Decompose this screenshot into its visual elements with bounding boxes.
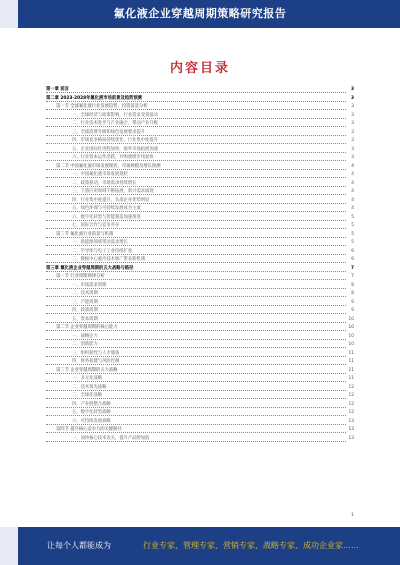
toc-entry-page: 3 <box>350 129 354 138</box>
toc-entry-page: 10 <box>348 341 354 350</box>
page-number: 1 <box>351 513 354 518</box>
toc-entry-text: 五、数字化转型战略 <box>72 410 111 415</box>
toc-entry-text: 一、加快核心技术攻关，提升产品附加值 <box>72 435 150 441</box>
toc-entry-page: 4 <box>350 163 354 172</box>
toc-entry-page: 11 <box>348 367 354 376</box>
toc-entry-page: 4 <box>350 180 354 189</box>
toc-entry-text: 三、组织韧性与人才储备 <box>72 350 120 356</box>
toc-entry-text: 四、行业集中度提升，头部企业优势明显 <box>72 197 150 203</box>
footer-bar <box>0 527 400 565</box>
toc-entry-page: 3 <box>350 86 354 95</box>
toc-entry-text: 三、全球消费升级和绿色发展要求提升 <box>72 129 146 135</box>
toc-leader-dots <box>46 86 346 93</box>
toc-entry-page: 5 <box>350 222 354 231</box>
toc-entry-page: 7 <box>350 273 354 282</box>
toc-entry-page: 6 <box>350 248 354 257</box>
toc-entry[interactable] <box>46 367 354 376</box>
toc-entry-text: 二、创新能力 <box>72 342 98 347</box>
toc-entry-page: 11 <box>348 350 354 359</box>
toc-entry-page: 13 <box>348 435 354 444</box>
toc-entry-page: 10 <box>348 333 354 342</box>
toc-entry-page: 8 <box>350 282 354 291</box>
toc-entry[interactable] <box>46 401 354 410</box>
toc-entry-page: 7 <box>350 265 354 274</box>
toc-entry-page: 4 <box>350 197 354 206</box>
toc-entry-text: 四、政策周期 <box>72 308 98 313</box>
toc-entry-page: 13 <box>348 418 354 427</box>
toc-entry[interactable] <box>46 154 354 163</box>
toc-entry-page: 8 <box>350 290 354 299</box>
toc-entry-text: 第一章 前言 <box>46 87 69 92</box>
toc-title: 内容目录 <box>169 61 230 76</box>
toc-entry[interactable] <box>46 222 354 231</box>
toc-entry[interactable] <box>46 358 354 367</box>
toc-entry-text: 四、产业链整合战略 <box>72 401 111 407</box>
toc-entry-page: 3 <box>350 154 354 163</box>
toc-entry-text: 六、数字化转型与智能制造加速推进 <box>72 214 141 220</box>
toc-entry-text: 第三节 氟化液行业前景与机遇 <box>56 231 114 237</box>
toc-entry-page: 4 <box>350 171 354 180</box>
toc-entry[interactable] <box>46 95 354 104</box>
toc-entry[interactable] <box>46 333 354 342</box>
toc-entry[interactable] <box>46 129 354 138</box>
toc-entry[interactable] <box>46 384 354 393</box>
toc-entry[interactable] <box>46 248 354 257</box>
toc-entry[interactable] <box>46 282 354 291</box>
toc-entry-page: 9 <box>350 307 354 316</box>
toc-entry[interactable] <box>46 341 354 350</box>
toc-entry-page: 9 <box>350 299 354 308</box>
toc-entry-page: 12 <box>348 392 354 401</box>
toc-entry-page: 5 <box>350 214 354 223</box>
toc-entry-page: 11 <box>348 375 354 384</box>
toc-entry-page: 3 <box>350 95 354 104</box>
toc-entry-text: 四、财务稳健与风险控制 <box>72 359 120 364</box>
toc-entry-text: 二、技术领先战略 <box>72 384 107 390</box>
toc-entry-text: 二、行业技术进步与产业融合，带动产业升级 <box>72 121 158 126</box>
toc-entry-text: 三、产能周期 <box>72 299 98 305</box>
toc-entry[interactable] <box>46 290 354 299</box>
footer-left-tab <box>0 527 18 565</box>
toc-entry[interactable] <box>46 265 354 274</box>
toc-entry[interactable] <box>46 239 354 248</box>
toc-entry-page: 5 <box>350 231 354 240</box>
toc-entry-page: 3 <box>350 137 354 146</box>
toc-entry-text: 第一节 行业周期规律分析 <box>56 274 105 279</box>
toc-entry-text: 第二章 2023-2028年氟化液市场前景及趋势预测 <box>46 95 142 101</box>
toc-entry-text: 六、可持续发展战略 <box>72 418 111 424</box>
toc-entry-text: 二、半导体与电子工业持续扩张 <box>72 248 133 254</box>
toc-entry-page: 12 <box>348 401 354 410</box>
toc-entry[interactable] <box>46 392 354 401</box>
toc-entry[interactable] <box>46 299 354 308</box>
toc-entry-text: 一、战略定力 <box>72 333 98 339</box>
toc-entry[interactable] <box>46 426 354 435</box>
toc-entry-page: 3 <box>350 103 354 112</box>
toc-entry[interactable] <box>46 146 354 155</box>
toc-entry[interactable] <box>46 256 354 265</box>
toc-entry[interactable] <box>46 197 354 206</box>
toc-entry[interactable] <box>46 137 354 146</box>
toc-entry[interactable] <box>46 350 354 359</box>
toc-entry[interactable] <box>46 273 354 282</box>
toc-entry-text: 六、行业资本运作活跃，并购重组步伐加快 <box>72 155 154 160</box>
table-of-contents <box>46 86 354 443</box>
toc-entry-text: 第四节 提升核心竞争力的关键路径 <box>56 427 122 432</box>
toc-entry[interactable] <box>46 435 354 444</box>
toc-entry-page: 11 <box>348 358 354 367</box>
toc-entry-page: 3 <box>350 112 354 121</box>
toc-entry-text: 一、市场需求周期 <box>72 282 107 288</box>
toc-entry[interactable] <box>46 163 354 172</box>
toc-entry-text: 第二节 中国氟化液市场发展现状、市场规模及增长预测 <box>56 163 161 169</box>
toc-entry[interactable] <box>46 316 354 325</box>
toc-entry-page: 5 <box>350 239 354 248</box>
toc-entry[interactable] <box>46 231 354 240</box>
toc-entry-text: 一、全球经济与政策影响，行业需求受到波动 <box>72 112 158 118</box>
toc-entry-page: 12 <box>348 384 354 393</box>
toc-entry-page: 3 <box>350 120 354 129</box>
toc-entry-text: 第二节 企业穿越周期的核心能力 <box>56 325 118 330</box>
toc-entry[interactable] <box>46 112 354 121</box>
toc-entry-text: 三、数据中心液冷技术推广带来新机遇 <box>72 257 146 262</box>
toc-entry[interactable] <box>46 205 354 214</box>
toc-entry-text: 五、企业国际化进程加快，海外市场拓展加速 <box>72 146 158 152</box>
toc-entry[interactable] <box>46 171 354 180</box>
toc-entry-text: 第三章 氟化液企业穿越周期的五大战略与路径 <box>46 265 134 271</box>
toc-entry[interactable] <box>46 103 354 112</box>
toc-entry-text: 二、技术周期 <box>72 291 98 296</box>
toc-entry[interactable] <box>46 120 354 129</box>
toc-entry[interactable] <box>46 375 354 384</box>
toc-entry-page: 13 <box>348 426 354 435</box>
toc-entry[interactable] <box>46 409 354 418</box>
toc-entry-text: 一、新能源领域带动需求增长 <box>72 240 128 245</box>
header-bar <box>0 0 400 28</box>
footer-slogan: 让每个人都能成为 <box>47 541 111 550</box>
toc-entry-text: 二、政策驱动，市场需求持续增长 <box>72 180 137 186</box>
report-title: 氟化液企业穿越周期策略研究报告 <box>113 7 287 20</box>
toc-entry[interactable] <box>46 324 354 333</box>
toc-entry-text: 五、绿色环保与可持续发展成为主流 <box>72 206 141 211</box>
toc-entry-page: 10 <box>348 324 354 333</box>
toc-entry-page: 12 <box>348 409 354 418</box>
toc-entry[interactable] <box>46 418 354 427</box>
toc-entry-text: 三、下游应用领域不断拓展，新兴需求涌现 <box>72 189 154 194</box>
toc-entry-text: 四、市场竞争格局持续优化，行业集中度提升 <box>72 138 158 143</box>
toc-entry-page: 10 <box>348 316 354 325</box>
toc-entry[interactable] <box>46 188 354 197</box>
toc-entry-text: 七、国际合作与竞争并存 <box>72 223 120 228</box>
toc-entry-text: 第一节 全球氟化液行业发展趋势、投资前景分析 <box>56 104 148 109</box>
toc-entry-page: 3 <box>350 146 354 155</box>
toc-entry-text: 五、资本周期 <box>72 316 98 322</box>
toc-entry-text: 第三节 企业穿越周期的五大战略 <box>56 367 118 373</box>
footer-slogan-highlight: 行业专家、管理专家、营销专家、战略专家、成功企业家…… <box>143 541 359 550</box>
toc-entry-text: 一、中国氟化液市场发展现状 <box>72 172 128 177</box>
toc-entry-text: 一、多元化战略 <box>72 376 103 381</box>
toc-entry-page: 4 <box>350 188 354 197</box>
toc-entry[interactable] <box>46 86 354 95</box>
toc-entry[interactable] <box>46 307 354 316</box>
toc-entry[interactable] <box>46 180 354 189</box>
toc-entry-page: 6 <box>350 256 354 265</box>
toc-entry-text: 三、全球化战略 <box>72 393 103 398</box>
toc-entry-page: 4 <box>350 205 354 214</box>
toc-entry[interactable] <box>46 214 354 223</box>
